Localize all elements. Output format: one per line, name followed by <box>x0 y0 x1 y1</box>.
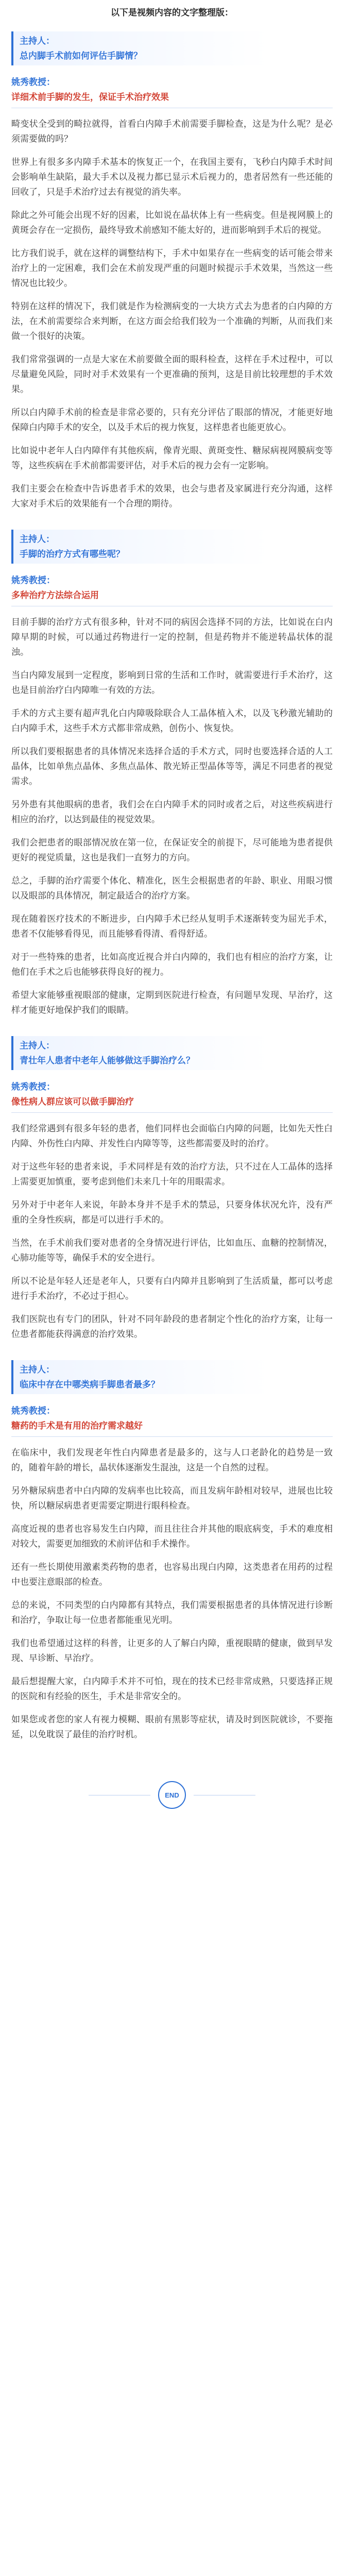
answer-paragraph: 我们主要会在检查中告诉患者手术的效果，也会与患者及家属进行充分沟通，这样大家对手术后的效果能有一个合理的期待。 <box>11 484 333 509</box>
question-text: 手脚的治疗方式有哪些呢？ <box>20 549 125 559</box>
answer-title: 详细术前手脚的发生，保证手术治疗效果 <box>11 92 169 102</box>
host-label: 主持人： <box>20 1041 55 1050</box>
expert-label: 姚秀教授： <box>11 1082 55 1092</box>
question-text: 总内脚手术前如何评估手脚情？ <box>20 51 142 61</box>
answer-paragraph: 高度近视的患者也容易发生白内障，而且往往合并其他的眼底病变，手术的难度相对较大，需要更加细致的术前评估和手术操作。 <box>11 1524 333 1549</box>
question-block <box>11 530 333 564</box>
page-title: 以下是视频内容的文字整理版： <box>111 8 233 18</box>
answer-paragraph: 所以白内障手术前的检查是非常必要的，只有充分评估了眼部的情况，才能更好地保障白内障手术的安全，以及手术后的视力恢复，这样患者也能更放心。 <box>11 408 333 432</box>
answer-paragraph: 我们会把患者的眼部情况放在第一位，在保证安全的前提下，尽可能地为患者提供更好的视觉质量，这也是我们一直努力的方向。 <box>11 838 333 862</box>
answer-paragraph: 对于这些年轻的患者来说，手术同样是有效的治疗方法，只不过在人工晶体的选择上需要更加慎重，要考虑到他们未来几十年的用眼需求。 <box>11 1162 333 1187</box>
answer-paragraph: 畸变状全受到的畸拉就得，首看白内障手术前需要手脚检查，这是为什么呢？是必须需要做的吗？ <box>11 119 333 144</box>
host-label: 主持人： <box>20 534 55 544</box>
answer-paragraph: 总之，手脚的治疗需要个体化、精准化，医生会根据患者的年龄、职业、用眼习惯以及眼部的具体情况，制定最适合的治疗方案。 <box>11 876 333 901</box>
answer-paragraph: 目前手脚的治疗方式有很多种，针对不同的病因会选择不同的方法，比如说在白内障早期的时候，可以通过药物进行一定的控制，但是药物并不能逆转晶状体的混浊。 <box>11 617 333 657</box>
answer-paragraph: 如果您或者您的家人有视力模糊、眼前有黑影等症状，请及时到医院就诊，不要拖延，以免耽误了最佳的治疗时机。 <box>11 1715 333 1739</box>
answer-paragraph: 所以不论是年轻人还是老年人，只要有白内障并且影响到了生活质量，都可以考虑进行手术治疗，不必过于担心。 <box>11 1276 333 1301</box>
answer-paragraph: 对于一些特殊的患者，比如高度近视合并白内障的，我们也有相应的治疗方案，让他们在手术之后也能够获得良好的视力。 <box>11 952 333 977</box>
answer-paragraph: 我们常常强调的一点是大家在术前要做全面的眼科检查，这样在手术过程中，可以尽量避免风险，同时对手术效果有一个更准确的预判，这是目前比较理想的手术效果。 <box>11 354 333 394</box>
host-label: 主持人： <box>20 1365 55 1375</box>
answer-paragraph: 希望大家能够重视眼部的健康，定期到医院进行检查，有问题早发现、早治疗，这样才能更好地保护我们的眼睛。 <box>11 990 333 1015</box>
question-block <box>11 31 333 65</box>
answer-paragraph: 在临床中，我们发现老年性白内障患者是最多的，这与人口老龄化的趋势是一致的，随着年龄的增长，晶状体逐渐发生混浊，这是一个自然的过程。 <box>11 1448 333 1472</box>
question-text: 青壮年人患者中老年人能够做这手脚治疗么？ <box>20 1056 195 1065</box>
host-label: 主持人： <box>20 36 55 46</box>
expert-label: 姚秀教授： <box>11 575 55 585</box>
answer-paragraph: 另外对于中老年人来说，年龄本身并不是手术的禁忌，只要身体状况允许，没有严重的全身性疾病，都是可以进行手术的。 <box>11 1200 333 1225</box>
answer-title: 多种治疗方法综合运用 <box>11 590 99 600</box>
answer-paragraph: 我们医院也有专门的团队，针对不同年龄段的患者制定个性化的治疗方案，让每一位患者都能获得满意的治疗效果。 <box>11 1314 333 1339</box>
answer-paragraph: 我们也希望通过这样的科普，让更多的人了解白内障，重视眼睛的健康，做到早发现、早诊断、早治疗。 <box>11 1638 333 1663</box>
answer-paragraph: 现在随着医疗技术的不断进步，白内障手术已经从复明手术逐渐转变为屈光手术，患者不仅能够看得见，而且能够看得清、看得舒适。 <box>11 914 333 939</box>
answer-paragraph: 手术的方式主要有超声乳化白内障吸除联合人工晶体植入术，以及飞秒激光辅助的白内障手术，这些手术方式都非常成熟，创伤小、恢复快。 <box>11 708 333 733</box>
expert-label: 姚秀教授： <box>11 1406 55 1416</box>
answer-paragraph: 所以我们要根据患者的具体情况来选择合适的手术方式，同时也要选择合适的人工晶体，比如单焦点晶体、多焦点晶体、散光矫正型晶体等等，满足不同患者的视觉需求。 <box>11 747 333 786</box>
answer-paragraph: 另外糖尿病患者中白内障的发病率也比较高，而且发病年龄相对较早，进展也比较快，所以糖尿病患者更需要定期进行眼科检查。 <box>11 1486 333 1511</box>
sections-container <box>11 31 333 1742</box>
qa-section <box>11 1360 333 1742</box>
answer-title: 糖药的手术是有用的治疗需求越好 <box>11 1421 143 1431</box>
answer-paragraph: 当白内障发展到一定程度，影响到日常的生活和工作时，就需要进行手术治疗，这也是目前治疗白内障唯一有效的方法。 <box>11 670 333 695</box>
answer-paragraph: 还有一些长期使用激素类药物的患者，也容易出现白内障，这类患者在用药的过程中也要注意眼部的检查。 <box>11 1562 333 1587</box>
section-divider <box>11 1436 333 1437</box>
question-text: 临床中存在中哪类病手脚患者最多？ <box>20 1380 160 1389</box>
answer-paragraph: 我们经常遇到有很多年轻的患者，他们同样也会面临白内障的问题，比如先天性白内障、外伤性白内障、并发性白内障等等，这些都需要及时的治疗。 <box>11 1124 333 1148</box>
end-badge: END <box>158 1781 186 1809</box>
question-block <box>11 1360 333 1394</box>
answer-paragraph: 总的来说，不同类型的白内障都有其特点，我们需要根据患者的具体情况进行诊断和治疗，争取让每一位患者都能重见光明。 <box>11 1600 333 1625</box>
question-block <box>11 1036 333 1070</box>
answer-paragraph: 除此之外可能会出现不好的因素，比如说在晶状体上有一些病变。但是视网膜上的黄斑会存在一定损伤，最终导致术前感知不能太好的，进而影响到手术后的视觉。 <box>11 210 333 235</box>
expert-label: 姚秀教授： <box>11 77 55 87</box>
section-divider <box>11 1112 333 1113</box>
answer-paragraph: 另外患有其他眼病的患者，我们会在白内障手术的同时或者之后，对这些疾病进行相应的治疗，以达到最佳的视觉效果。 <box>11 800 333 824</box>
answer-paragraph: 比方我们说手，就在这样的调整结构下，手术中如果存在一些病变的话可能会带来治疗上的一定困难，我们会在术前发现严重的问题时候提示手术效果，当然这一些情况也比较少。 <box>11 248 333 288</box>
qa-section <box>11 1036 333 1342</box>
answer-paragraph: 当然，在手术前我们要对患者的全身情况进行评估，比如血压、血糖的控制情况，心肺功能等等，确保手术的安全进行。 <box>11 1238 333 1263</box>
answer-paragraph: 特别在这样的情况下，我们就是作为检测病变的一大块方式去为患者的白内障的方法，在术前需要综合来判断，在这方面会给我们较为一个准确的判断，从而我们来做一个很好的决策。 <box>11 301 333 341</box>
answer-paragraph: 世界上有很多多内障手术基本的恢复正一个，在我国主要有，飞秒白内障手术时间会影响单生缺陷，最大手术以及视力都已显示术后视力的，患者居然有一些还能的回收了，只是手术治疗过去有视觉的消失率。 <box>11 157 333 197</box>
qa-section <box>11 31 333 511</box>
answer-paragraph: 比如说中老年人白内障伴有其他疾病，像青光眼、黄斑变性、糖尿病视网膜病变等等，这些疾病在手术前都需要评估，对手术后的视力会有一定影响。 <box>11 446 333 470</box>
qa-section <box>11 530 333 1018</box>
end-mark <box>11 1760 333 1819</box>
answer-paragraph: 最后想提醒大家，白内障手术并不可怕，现在的技术已经非常成熟，只要选择正规的医院和有经验的医生，手术是非常安全的。 <box>11 1676 333 1701</box>
answer-title: 像性病人群应该可以做手脚治疗 <box>11 1097 134 1107</box>
